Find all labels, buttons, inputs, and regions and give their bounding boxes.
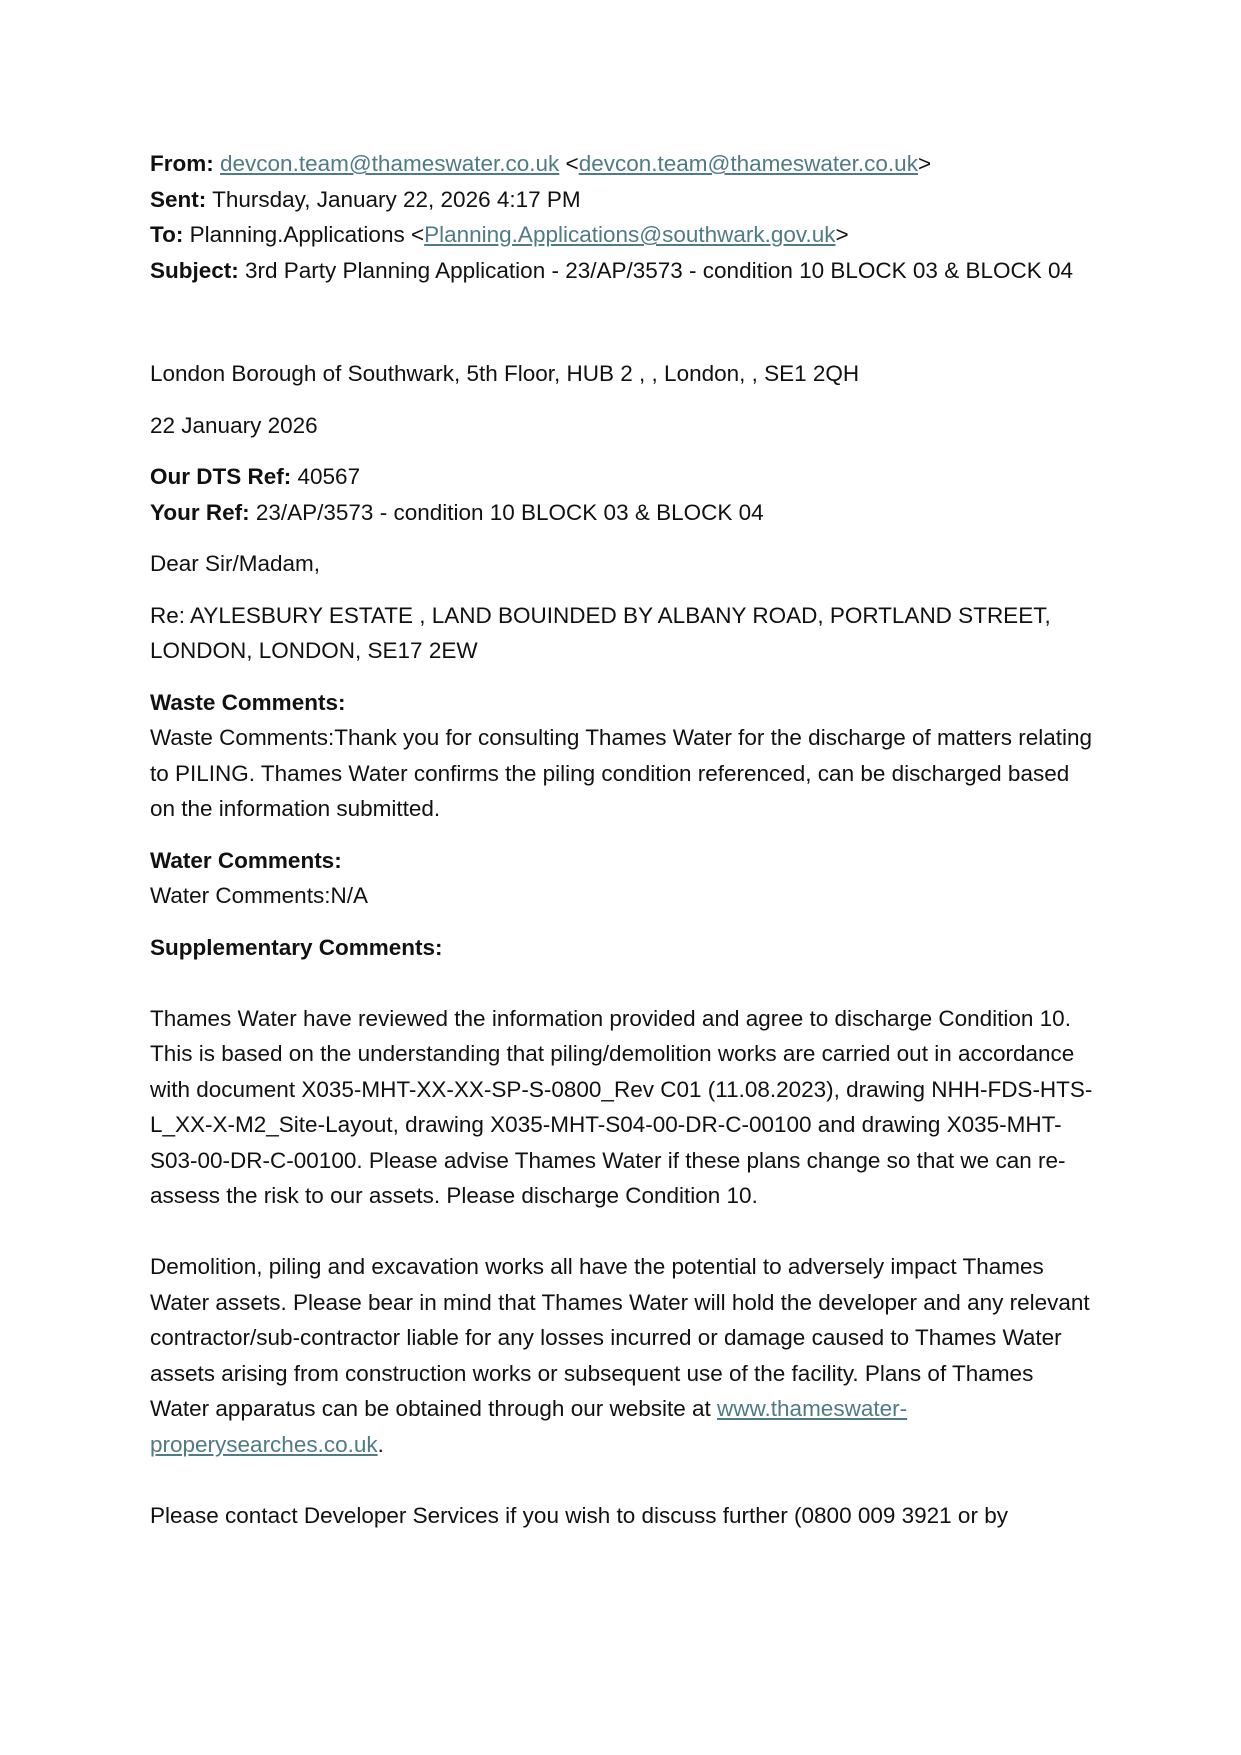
from-label: From: [150,151,214,176]
from-bracket-close: > [917,151,932,176]
sent-line [150,182,1095,218]
water-comments-heading: Water Comments: [150,847,342,873]
to-label: To: [150,222,184,247]
sent-label: Sent: [150,186,207,212]
waste-comments-text: Waste Comments:Thank you for consulting Thames Water for the discharge of matters relating to PILING. Thames Water confirms the piling condition referenced, can be discharged based on the information submitted. [150,725,1093,821]
to-bracket-close: > [835,222,849,247]
email-document [150,146,1095,1533]
from-email-link-2[interactable]: devcon.team@thameswater.co.uk [578,151,918,176]
to-line [150,217,1095,253]
your-ref-label: Your Ref: [150,499,250,525]
recipient-address: London Borough of Southwark, 5th Floor, HUB 2 , , London, , SE1 2QH [150,361,860,386]
your-ref-line [150,495,1095,531]
from-bracket-open: < [559,151,579,176]
contact-paragraph: Please contact Developer Services if you wish to discuss further (0800 009 3921 or by [150,1502,1008,1528]
waste-comments-heading: Waste Comments: [150,689,346,715]
supplementary-paragraph-2 [150,1249,1095,1462]
supplementary-paragraph-1: Thames Water have reviewed the information provided and agree to discharge Condition 10. This is based on the understanding that piling/demolition works are carried out in accordance with document X035-MHT-XX-XX-SP-S-0800_Rev C01 (11.08.2023), drawing NHH-FDS-HTS-L_XX-X-M2_Site-Layout, drawing X035-MHT-S04-00-DR-C-00100 and drawing X035-MHT-S03-00-DR-C-00100. Please advise Thames Water if these plans change so that we can re-assess the risk to our assets. Please discharge Condition 10. [150,1005,1093,1208]
dts-ref-line [150,459,1095,495]
subject-value: 3rd Party Planning Application - 23/AP/3573 - condition 10 BLOCK 03 & BLOCK 04 [238,257,1074,283]
to-email-link[interactable]: Planning.Applications@southwark.gov.uk [424,222,836,247]
dts-ref-label: Our DTS Ref: [150,464,292,489]
subject-line [150,253,1095,289]
your-ref-value: 23/AP/3573 - condition 10 BLOCK 03 & BLOCK 04 [249,499,764,525]
from-line [150,146,1095,182]
supplementary-paragraph-2-text: Demolition, piling and excavation works all have the potential to adversely impact Thames Water assets. Please bear in mind that Thames Water will hold the developer and any relevant contractor/sub-contractor liable for any losses incurred or damage caused to Thames Water assets arising from construction works or subsequent use of the facility. Plans of Thames Water apparatus can be obtained through our website at [150,1254,1090,1421]
re-line: Re: AYLESBURY ESTATE , LAND BOUINDED BY ALBANY ROAD, PORTLAND STREET, LONDON, LONDON, SE17 2EW [150,602,1051,663]
from-email-link[interactable]: devcon.team@thameswater.co.uk [220,151,560,176]
to-name: Planning.Applications < [183,222,425,247]
supplementary-paragraph-2-end: . [377,1431,384,1457]
supplementary-comments-heading: Supplementary Comments: [150,934,443,960]
water-comments-text: Water Comments:N/A [150,883,368,908]
dts-ref-value: 40567 [291,464,361,489]
sent-value: Thursday, January 22, 2026 4:17 PM [206,186,581,212]
salutation: Dear Sir/Madam, [150,551,321,576]
website-link[interactable]: www.thameswater-properysearches.co.uk [150,1396,908,1457]
subject-label: Subject: [150,257,239,283]
letter-date: 22 January 2026 [150,412,318,438]
